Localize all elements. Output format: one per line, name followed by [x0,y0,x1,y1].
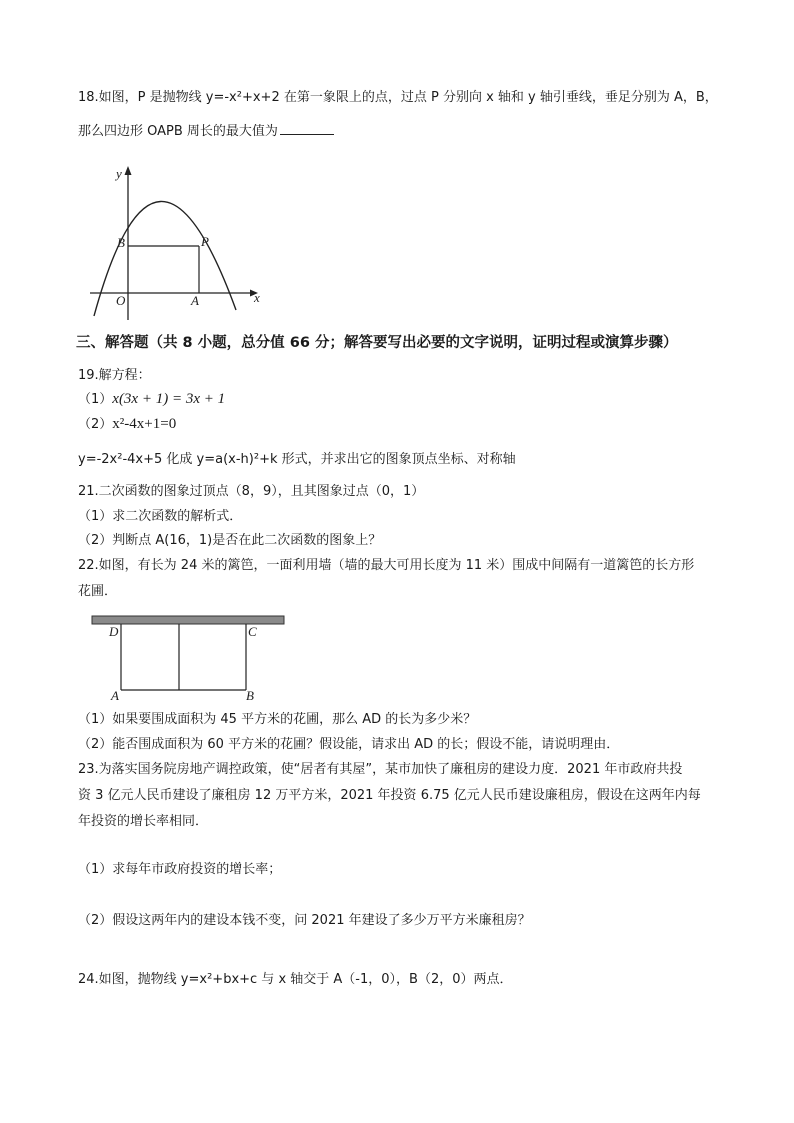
q19-title: 19.解方程： [78,368,151,383]
q20-text: y=-2x²-4x+5 化成 y=a(x-h)²+k 形式，并求出它的图象顶点坐标、对称轴 [78,452,516,467]
q19-equation1: x(3x + 1) = 3x + 1 [112,391,226,407]
label-A: A [111,688,119,703]
label-B: B [246,688,254,703]
q21-part1: （1）求二次函数的解析式． [78,509,243,524]
q19-equation2: x²-4x+1=0 [112,416,177,432]
section-heading: 三、解答题（共 8 小题，总分值 66 分；解答要写出必要的文字说明，证明过程或演算步骤） [76,335,678,351]
q23-part1: （1）求每年市政府投资的增长率； [78,862,282,877]
wall [92,616,284,624]
q23-line1: 23.为落实国务院房地产调控政策，使“居者有其屋”，某市加快了廉租房的建设力度．2021 年市政府共投 [78,762,683,777]
q23-line2: 资 3 亿元人民币建设了廉租房 12 万平方米，2021 年投资 6.75 亿元人民币建设廉租房，假设在这两年内每 [78,788,701,803]
q21-part2: （2）判断点 A(16，1)是否在此二次函数的图象上？ [78,533,382,548]
q22-part2: （2）能否围成面积为 60 平方米的花圃？假设能，请求出 AD 的长；假设不能，请说明理由． [78,737,620,752]
q18-line1: 18.如图，P 是抛物线 y=-x²+x+2 在第一象限上的点，过点 P 分别向 x 轴和 y 轴引垂线，垂足分别为 A，B， [78,90,718,105]
q19-part2 [78,414,176,435]
label-y: y [116,166,122,181]
q22-fence-figure [88,612,288,704]
label-O: O [116,293,126,308]
q23-line3: 年投资的增长率相同． [78,814,209,829]
q18-line2 [78,120,334,142]
answer-blank [280,120,334,135]
y-axis-arrow [125,166,132,175]
q24-line1: 24.如图，抛物线 y=x²+bx+c 与 x 轴交于 A（-1，0），B（2，0）两点． [78,972,513,987]
q19-part1 [78,389,225,410]
q18-line2-text: 那么四边形 OAPB 周长的最大值为 [78,124,278,139]
label-A: A [191,293,199,308]
q21-line1: 21.二次函数的图象过顶点（8，9），且其图象过点（0，1） [78,484,425,499]
q19-part2-label: （2） [78,417,113,432]
q18-parabola-figure [86,160,266,325]
q19-part1-label: （1） [78,392,113,407]
label-B: B [117,235,125,250]
label-D: D [109,624,119,639]
q22-line2: 花圃． [78,584,118,599]
label-P: P [201,234,209,249]
label-C: C [248,624,257,639]
q22-line1: 22.如图，有长为 24 米的篱笆，一面利用墙（墙的最大可用长度为 11 米）围成中间隔有一道篱笆的长方形 [78,558,695,573]
label-x: x [254,290,260,305]
q22-part1: （1）如果要围成面积为 45 平方米的花圃，那么 AD 的长为多少米？ [78,712,477,727]
q23-part2: （2）假设这两年内的建设本钱不变，问 2021 年建设了多少万平方米廉租房？ [78,913,531,928]
